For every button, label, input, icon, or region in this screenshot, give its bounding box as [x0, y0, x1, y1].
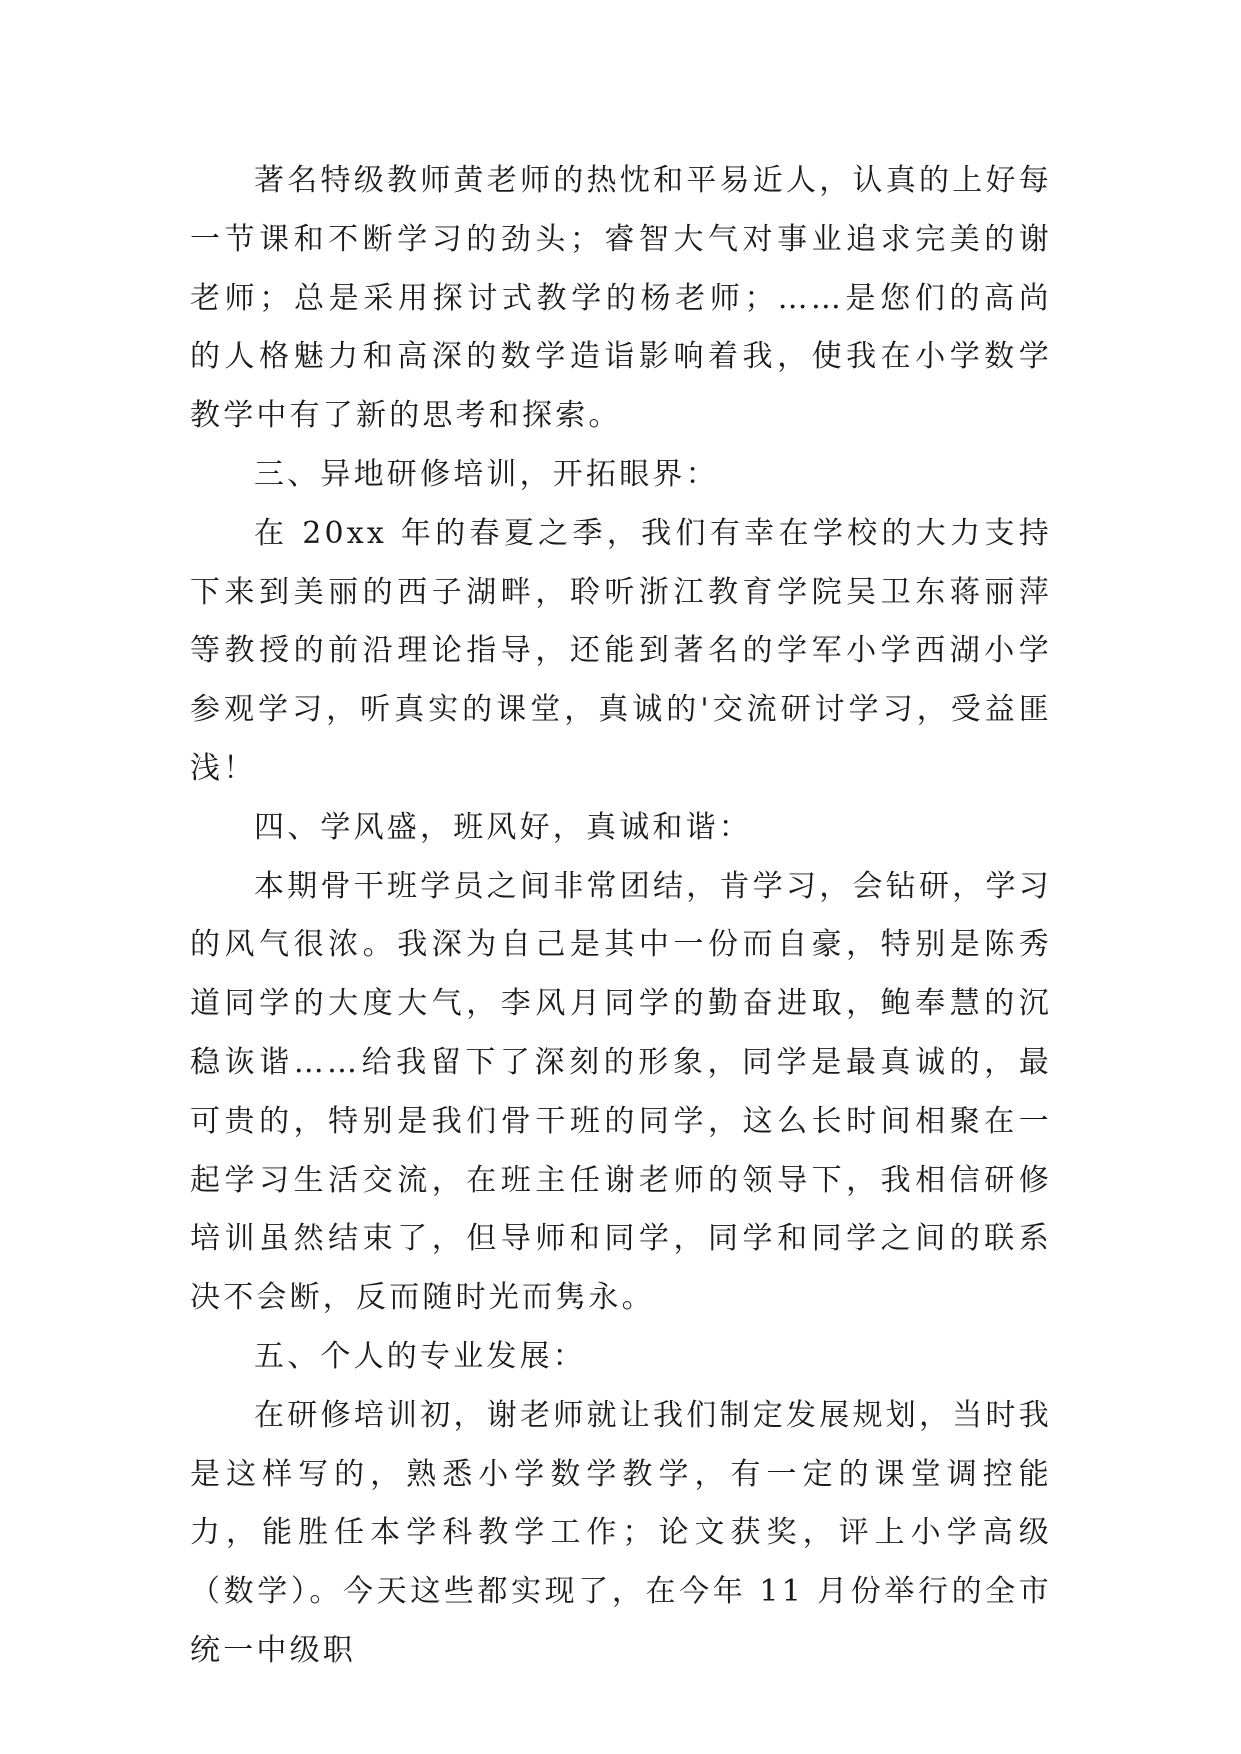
paragraph-classmates: 本期骨干班学员之间非常团结，肯学习，会钻研，学习的风气很浓。我深为自己是其中一份而自豪，特别是陈秀道同学的大度大气，李风月同学的勤奋进取，鲍奉慧的沉稳诙谐……给我留下了深刻的形象，同学是最真诚的，最可贵的，特别是我们骨干班的同学，这么长时间相聚在一起学习生活交流，在班主任谢老师的领导下，我相信研修培训虽然结束了，但导师和同学，同学和同学之间的联系决不会断，反而随时光而隽永。 — [190, 868, 1052, 1316]
paragraph-offsite-training: 在 20xx 年的春夏之季，我们有幸在学校的大力支持下来到美丽的西子湖畔，聆听浙江教育学院吴卫东蒋丽萍等教授的前沿理论指导，还能到著名的学军小学西湖小学参观学习，听真实的课堂，真诚的'交流研讨学习，受益匪浅！ — [190, 515, 1052, 786]
paragraph-teachers-influence: 著名特级教师黄老师的热忱和平易近人，认真的上好每一节课和不断学习的劲头；睿智大气对事业追求完美的谢老师；总是采用探讨式教学的杨老师；……是您们的高尚的人格魅力和高深的数学造诣影响着我，使我在小学数学教学中有了新的思考和探索。 — [190, 163, 1052, 434]
document-body — [190, 152, 1052, 1681]
section-heading-5: 五、个人的专业发展： — [254, 1338, 586, 1374]
section-heading-4: 四、学风盛，班风好，真诚和谐： — [254, 809, 752, 845]
section-heading-3: 三、异地研修培训，开拓眼界： — [254, 456, 719, 492]
paragraph-professional-development: 在研修培训初，谢老师就让我们制定发展规划，当时我是这样写的，熟悉小学数学教学，有一定的课堂调控能力，能胜任本学科教学工作；论文获奖，评上小学高级（数学）。今天这些都实现了，在今年 11 月份举行的全市统一中级职 — [190, 1397, 1052, 1668]
